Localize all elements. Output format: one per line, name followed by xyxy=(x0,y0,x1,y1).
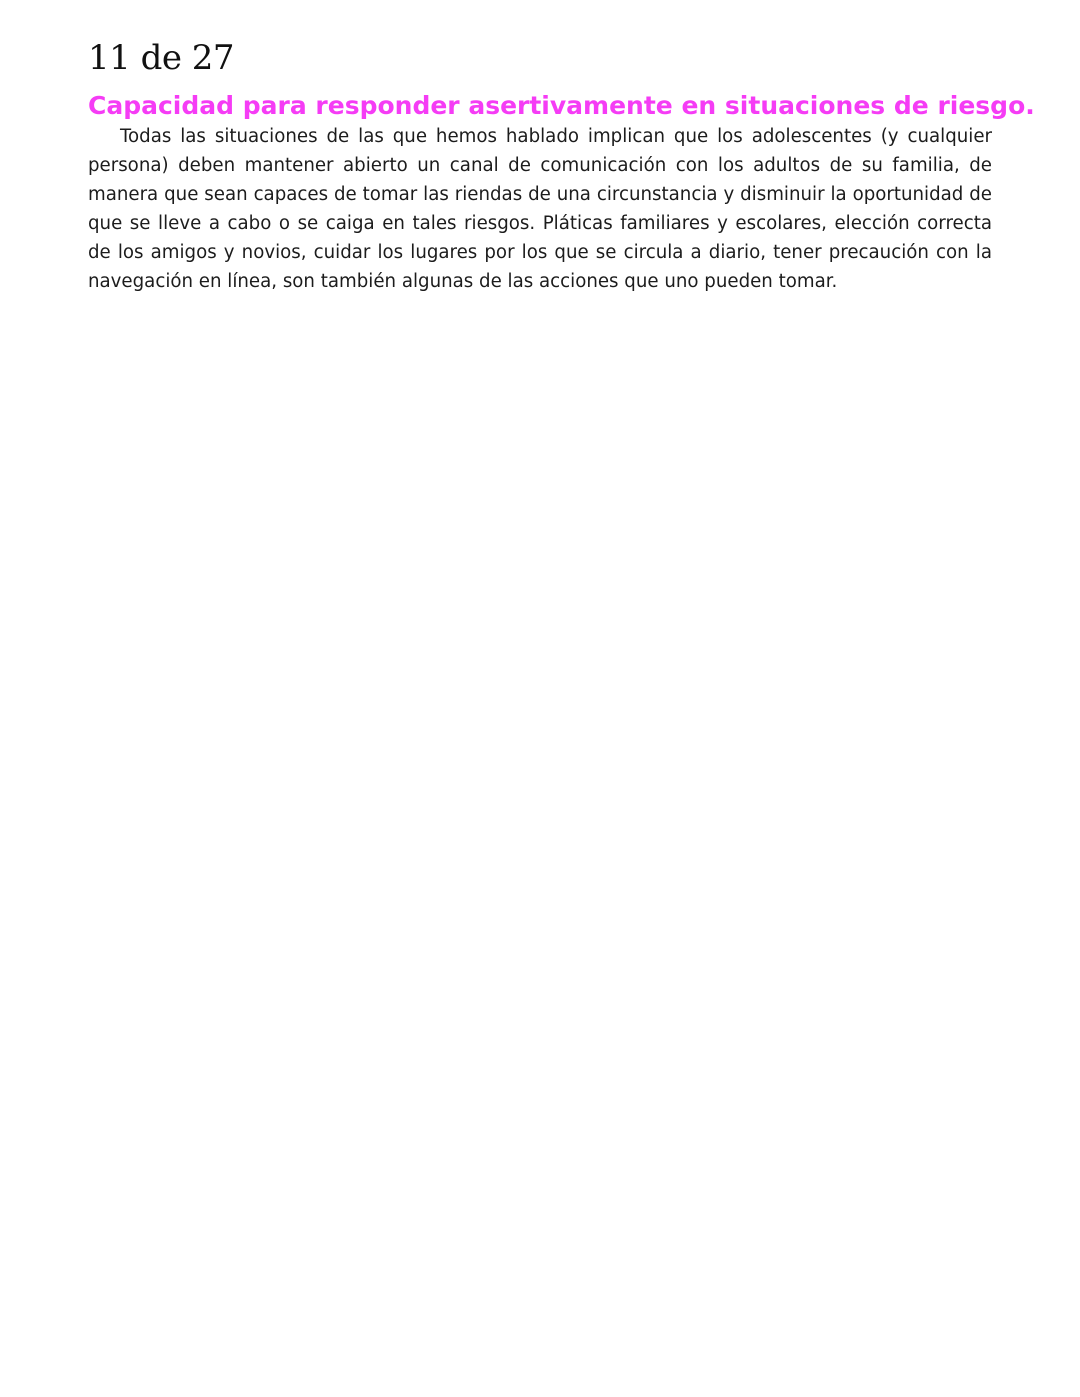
section-title: Capacidad para responder asertivamente en situaciones de riesgo. xyxy=(88,91,1035,120)
body-paragraph: Todas las situaciones de las que hemos hablado implican que los adolescentes (y cualquier persona) deben mantener abierto un canal de comunicación con los adultos de su familia, de manera que sean capaces de tomar las riendas de una circunstancia y disminuir la oportunidad de que se lleve a cabo o se caiga en tales riesgos. Pláticas familiares y escolares, elección correcta de los amigos y novios, cuidar los lugares por los que se circula a diario, tener precaución con la navegación en línea, son también algunas de las acciones que uno pueden tomar. xyxy=(88,126,992,292)
page-number: 11 de 27 xyxy=(88,38,235,78)
